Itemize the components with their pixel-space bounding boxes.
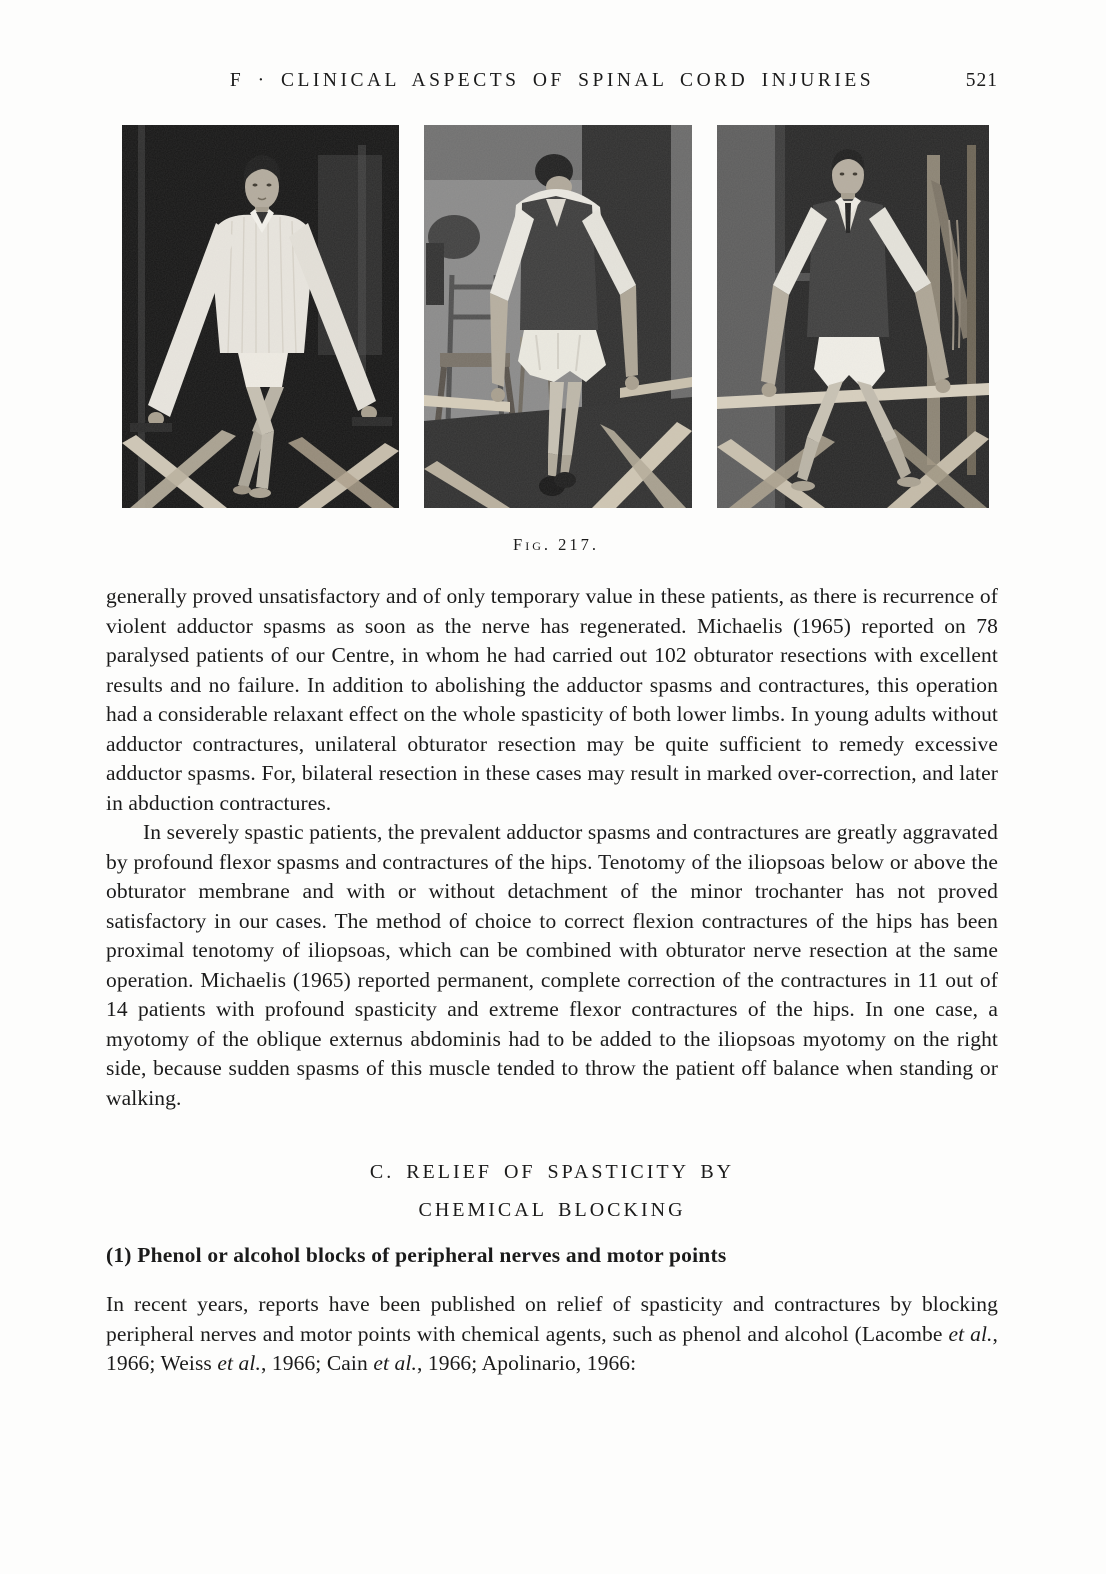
- paragraph-obturator-resection: generally proved unsatisfactory and of only temporary value in these patients, as there is recurrence of violent adductor spasms as soon as the nerve has regenerated. Michaelis (1965) reported on 78 paralysed patients of our Centre, in whom he had carried out 102 obturator resections with excellent results and no failure. In addition to abolishing the adductor spasms and contractures, this operation had a considerable relaxant effect on the whole spasticity of both lower limbs. In young adults without adductor contractures, unilateral obturator resection may be quite sufficient to remedy excessive adductor spasms. For, bilateral resection in these cases may result in marked over-correction, and later in abduction contractures.: [106, 584, 998, 815]
- section-heading-line-1: C. RELIEF OF SPASTICITY BY: [369, 1161, 735, 1183]
- section-heading-line-2: CHEMICAL BLOCKING: [418, 1199, 686, 1221]
- section-heading: [106, 1153, 998, 1229]
- paragraph-chemical-blocking: In recent years, reports have been published on relief of spasticity and contractures by blocking peripheral nerves and motor points with chemical agents, such as phenol and alcohol (Lacombe et al., 1966; Weiss et al., 1966; Cain et al., 1966; Apolinario, 1966:: [106, 1292, 998, 1375]
- photo-looking-down: [424, 125, 692, 508]
- running-head: [106, 70, 998, 96]
- page-number: 521: [965, 70, 998, 91]
- subsection-heading: (1) Phenol or alcohol blocks of peripheral nerves and motor points: [106, 1243, 727, 1267]
- photo-row: [122, 125, 990, 508]
- photo-adductor-spasm: [122, 125, 399, 508]
- figure-caption: Fig. 217.: [513, 535, 599, 554]
- photo-legs-abducted: [717, 125, 989, 508]
- body-text: [106, 582, 998, 1379]
- paragraph-flexor-spasms: In severely spastic patients, the prevalent adductor spasms and contractures are greatly aggravated by profound flexor spasms and contractures of the hips. Tenotomy of the iliopsoas below or above the obturator membrane and with or without detachment of the minor trochanter has not proved satisfactory in our cases. The method of choice to correct flexion contractures of the hips has been proximal tenotomy of iliopsoas, which can be combined with obturator nerve resection at the same operation. Michaelis (1965) reported permanent, complete correction of the contractures in 11 out of 14 patients with profound spasticity and extreme flexor contractures of the hips. In one case, a myotomy of the oblique externus abdominis had to be added to the iliopsoas myotomy on the right side, because sudden spasms of this muscle tended to throw the patient off balance when standing or walking.: [106, 820, 998, 1110]
- figure-217: [122, 125, 990, 555]
- running-head-title: F · CLINICAL ASPECTS OF SPINAL CORD INJURIES: [229, 70, 875, 91]
